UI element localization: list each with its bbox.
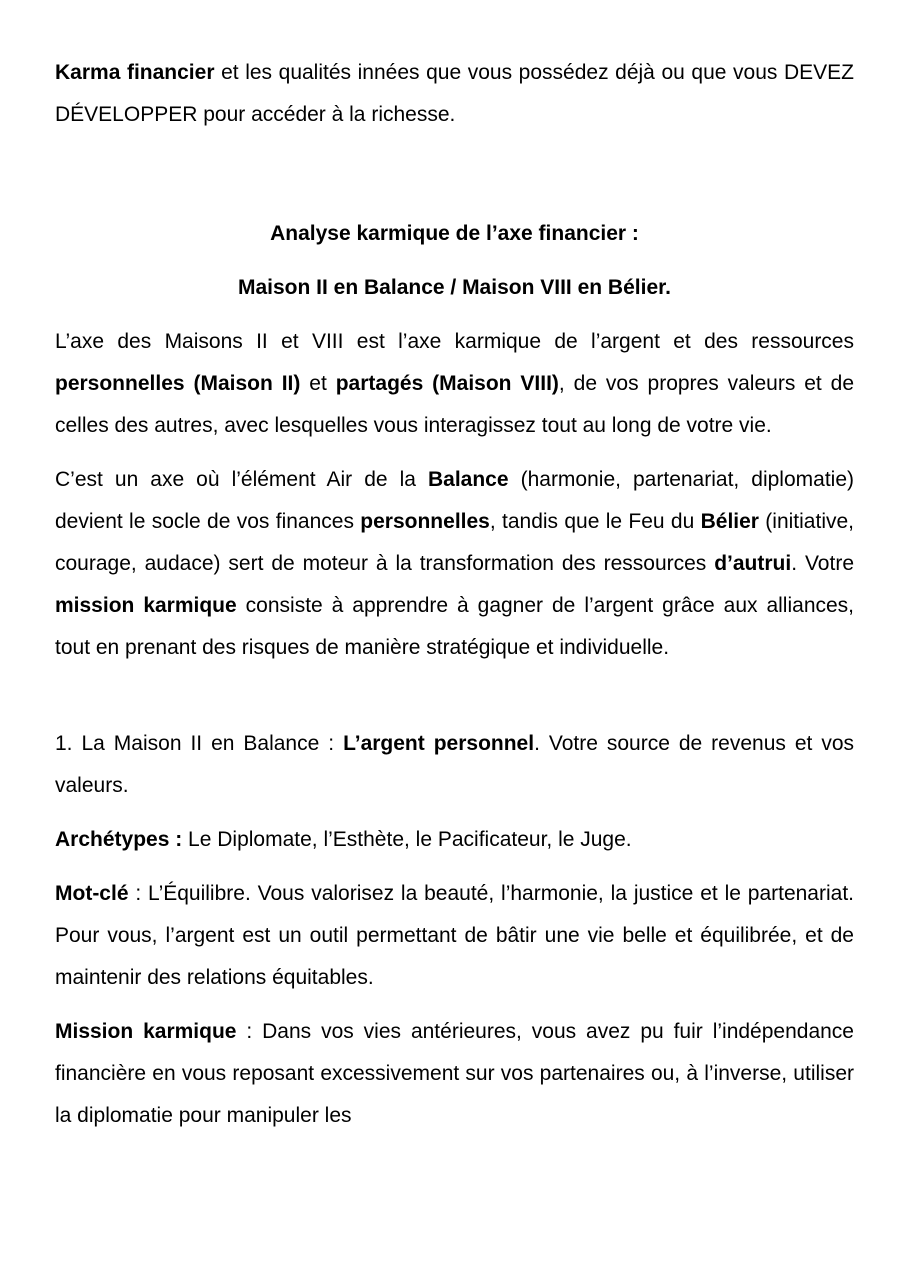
section1-text-2: . Votre source de revenus et vos valeurs.: [55, 732, 854, 797]
para1-text-2: et: [300, 372, 336, 395]
document-page: [55, 52, 854, 1137]
section-heading-line-2: Maison II en Balance / Maison VIII en Bélier.: [238, 276, 671, 299]
keyword-label: Mot-clé: [55, 882, 129, 905]
para2-text-6: consiste à apprendre à gagner de l’argent grâce aux alliances, tout en prenant des risques de manière stratégique et individuelle.: [55, 594, 855, 659]
mission-text: : Dans vos vies antérieures, vous avez pu fuir l’indépendance financière en vous reposant excessivement sur vos partenaires ou, à l’inverse, utiliser la diplomatie pour manipuler les: [55, 1020, 854, 1127]
para2-bold-4: d’autrui: [714, 552, 792, 575]
elements-paragraph: [55, 459, 854, 669]
section-1-title: [55, 723, 854, 807]
archetypes-paragraph: [55, 819, 854, 861]
intro-bold: Karma financier: [55, 61, 215, 84]
mission-paragraph: [55, 1011, 854, 1137]
para2-text-5: . Votre: [791, 552, 854, 575]
para2-bold-2: personnelles: [360, 510, 490, 533]
section1-text-1: 1. La Maison II en Balance :: [55, 732, 344, 755]
archetypes-label: Archétypes :: [55, 828, 183, 851]
para1-text-3: , de vos propres valeurs et de celles des autres, avec lesquelles vous interagissez tout au long de votre vie.: [55, 372, 855, 437]
para2-text-1: C’est un axe où l’élément Air de la: [55, 468, 428, 491]
intro-text: et les qualités innées que vous possédez déjà ou que vous DEVEZ DÉVELOPPER pour accéder à la richesse.: [55, 61, 855, 126]
para1-bold-1: personnelles (Maison II): [55, 372, 301, 395]
keyword-paragraph: [55, 873, 854, 999]
intro-paragraph: [55, 52, 854, 136]
para2-text-2: (harmonie, partenariat, diplomatie) devient le socle de vos finances: [55, 468, 854, 533]
para2-text-3: , tandis que le Feu du: [489, 510, 701, 533]
section1-bold-1: L’argent personnel: [343, 732, 535, 755]
para2-bold-1: Balance: [428, 468, 509, 491]
archetypes-text: Le Diplomate, l’Esthète, le Pacificateur, le Juge.: [182, 828, 632, 851]
para2-text-4: (initiative, courage, audace) sert de moteur à la transformation des ressources: [55, 510, 855, 575]
para2-bold-3: Bélier: [700, 510, 759, 533]
mission-label: Mission karmique: [55, 1020, 237, 1043]
para1-bold-2: partagés (Maison VIII): [335, 372, 559, 395]
para1-text-1: L’axe des Maisons II et VIII est l’axe karmique de l’argent et des ressources: [55, 330, 854, 353]
keyword-text: : L’Équilibre. Vous valorisez la beauté, l’harmonie, la justice et le partenariat. Pour vous, l’argent est un outil permettant de bâtir une vie belle et équilibrée, et de maintenir des relations équitables.: [55, 882, 854, 989]
para2-bold-5: mission karmique: [55, 594, 237, 617]
section-heading-line-1: Analyse karmique de l’axe financier :: [270, 222, 639, 245]
axis-description-paragraph: [55, 321, 854, 447]
